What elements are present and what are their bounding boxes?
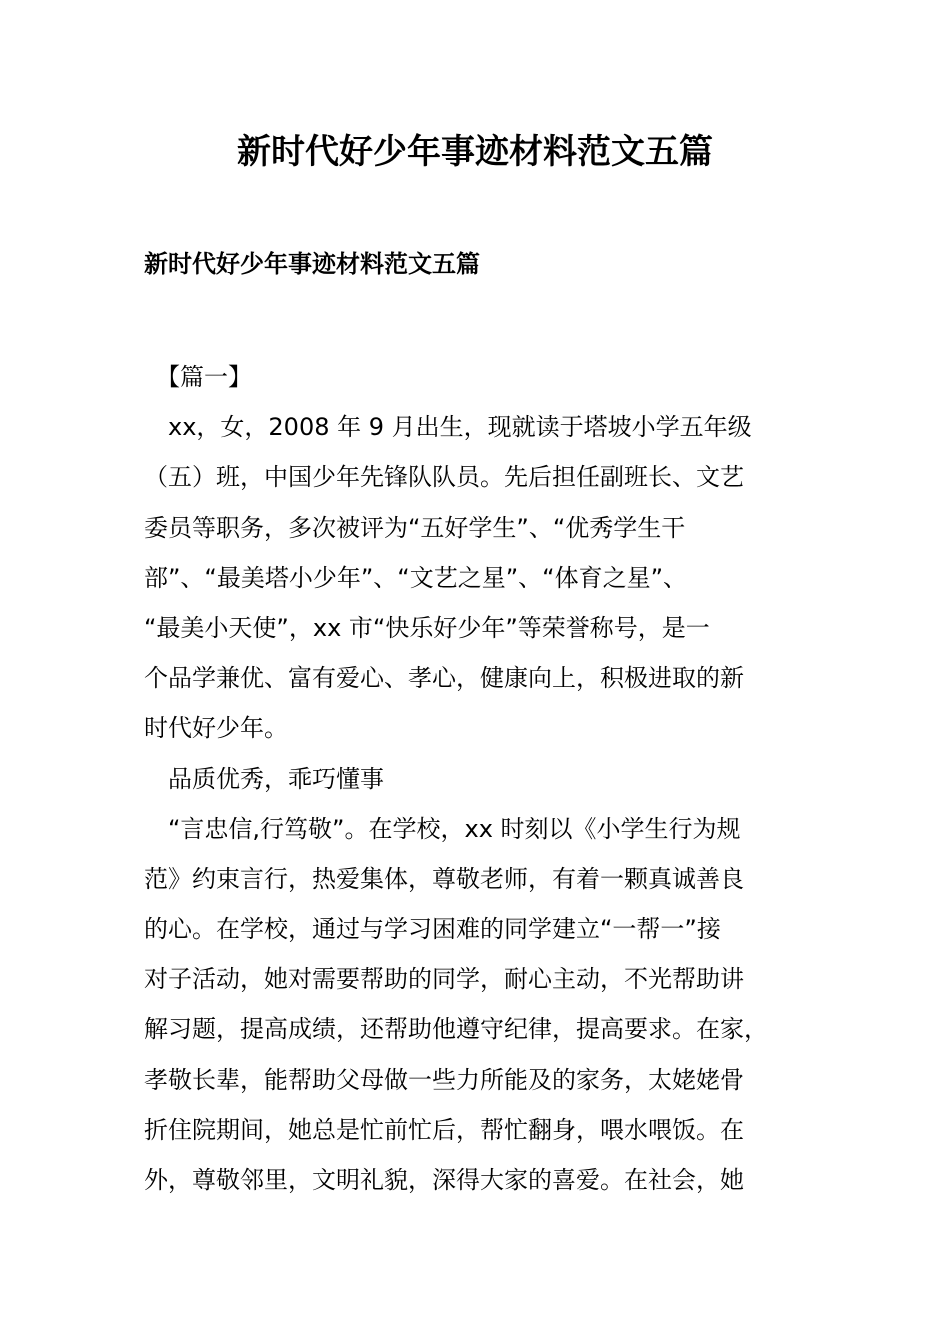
text-line: 的心。在学校，通过与学习困难的同学建立“一帮一”接 (144, 915, 721, 944)
text-line: 时代好少年。 (144, 714, 288, 743)
paragraph-heading: 品质优秀，乖巧懂事 (144, 764, 384, 793)
text-line: 解习题，提高成绩，还帮助他遵守纪律，提高要求。在家， (144, 1015, 768, 1044)
text-line: 个品学兼优、富有爱心、孝心，健康向上，积极进取的新 (144, 664, 744, 693)
section-heading-part-one: 【篇一】 (144, 363, 252, 391)
text-line: “最美小天使”，xx 市“快乐好少年”等荣誉称号，是一 (144, 613, 710, 642)
document-title: 新时代好少年事迹材料范文五篇 (237, 132, 713, 172)
text-line: （五）班，中国少年先锋队队员。先后担任副班长、文艺 (144, 463, 744, 492)
text-line: 委员等职务，多次被评为“五好学生”、“优秀学生干 (144, 513, 686, 542)
text-line: 范》约束言行，热爱集体，尊敬老师，有着一颗真诚善良 (144, 864, 744, 893)
text-line: 孝敬长辈，能帮助父母做一些力所能及的家务，太姥姥骨 (144, 1065, 744, 1094)
text-line: 折住院期间，她总是忙前忙后，帮忙翻身，喂水喂饭。在 (144, 1115, 744, 1144)
text-line: 对子活动，她对需要帮助的同学，耐心主动，不光帮助讲 (144, 965, 744, 994)
text-line: 外，尊敬邻里，文明礼貌，深得大家的喜爱。在社会，她 (144, 1166, 744, 1194)
text-line: xx，女，2008 年 9 月出生，现就读于塔坡小学五年级 (144, 413, 752, 442)
document-subtitle: 新时代好少年事迹材料范文五篇 (144, 250, 480, 278)
text-line: “言忠信,行笃敬”。在学校，xx 时刻以《小学生行为规 (144, 814, 741, 843)
body-text (144, 352, 824, 1205)
text-line: 部”、“最美塔小少年”、“文艺之星”、“体育之星”、 (144, 563, 688, 592)
